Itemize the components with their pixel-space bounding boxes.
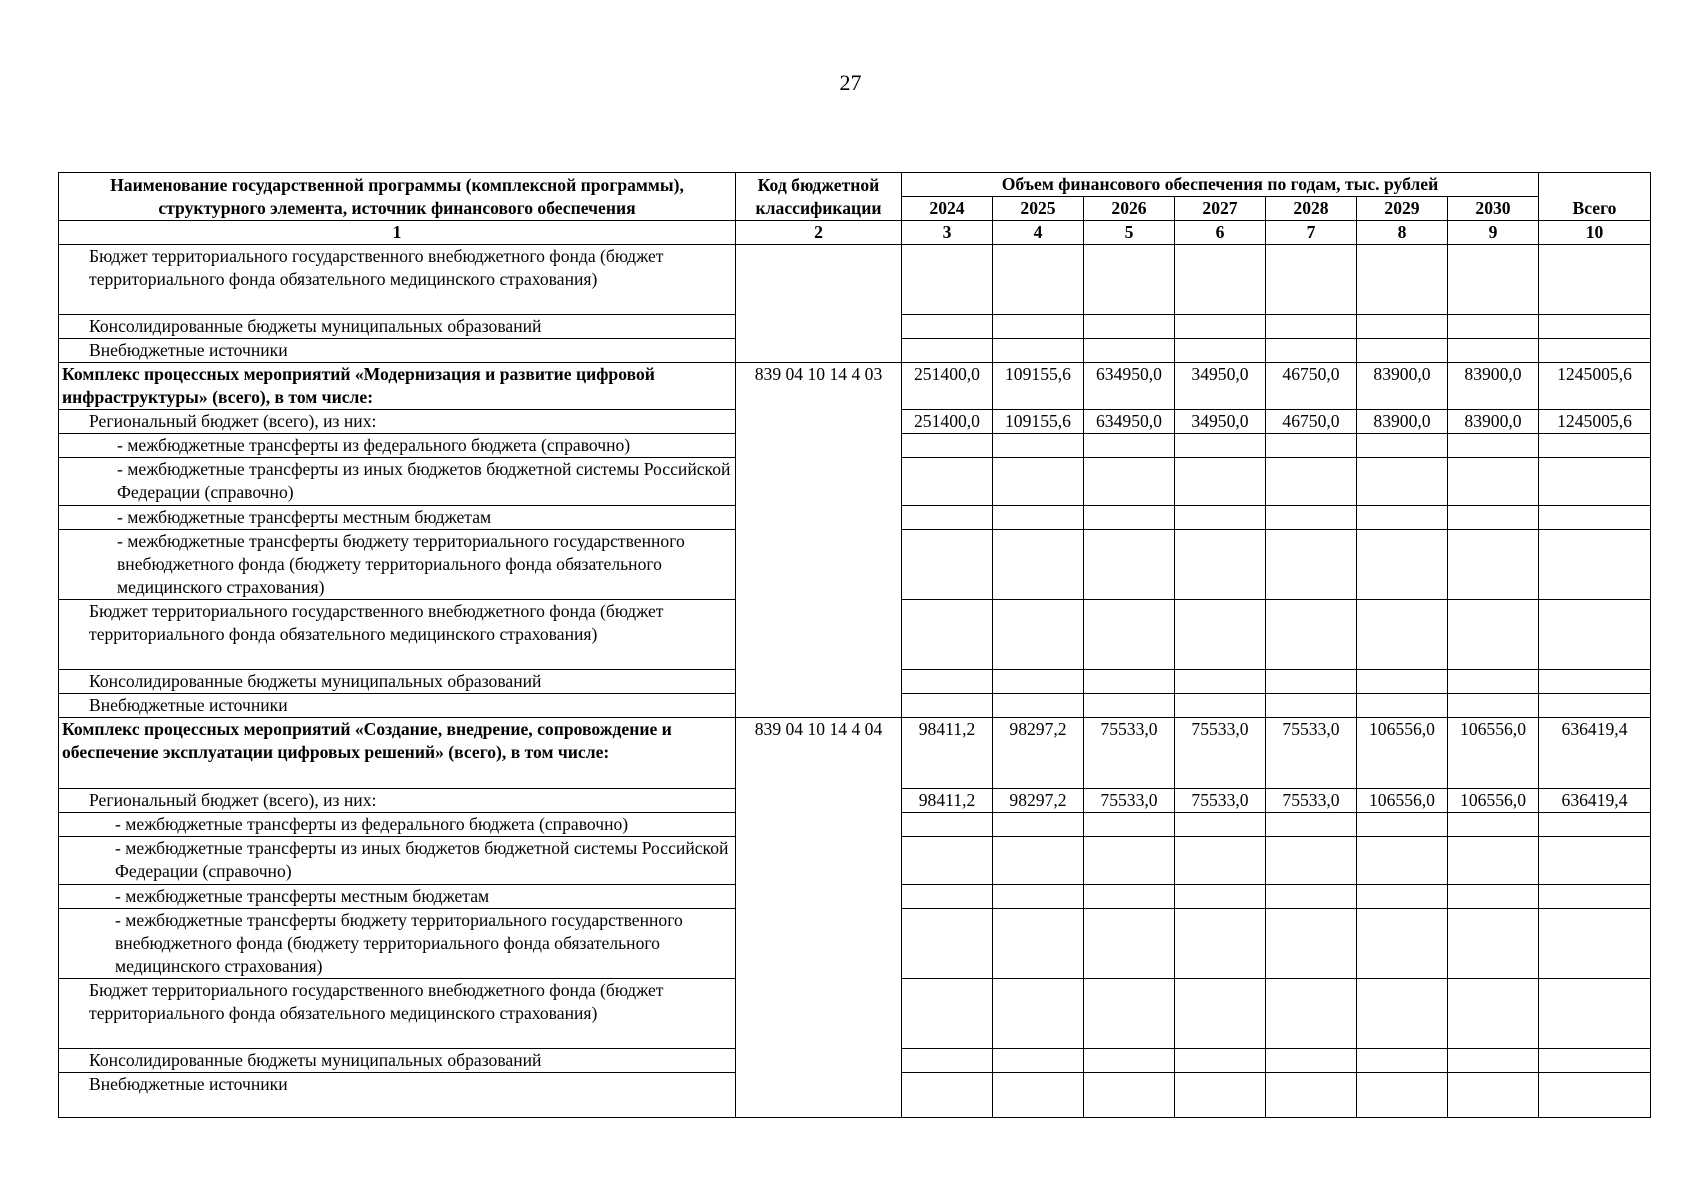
year-header: 2024 <box>902 197 993 221</box>
value-cell: 83900,0 <box>1448 363 1539 410</box>
budget-code-cell: 839 04 10 14 4 03 <box>736 363 902 718</box>
column-number: 2 <box>736 221 902 245</box>
row-label: - межбюджетные трансферты из иных бюджетов бюджетной системы Российской Федерации (справочно) <box>59 837 736 885</box>
value-cell <box>1175 315 1266 339</box>
value-cell: 75533,0 <box>1084 789 1175 813</box>
value-cell <box>1448 1049 1539 1073</box>
value-cell <box>1266 979 1357 1049</box>
total-cell <box>1539 458 1651 506</box>
value-cell <box>1266 885 1357 909</box>
value-cell <box>1448 1073 1539 1118</box>
value-cell <box>1175 670 1266 694</box>
value-cell <box>1084 339 1175 363</box>
row-label: Внебюджетные источники <box>59 1073 736 1118</box>
row-label: - межбюджетные трансферты из федерального бюджета (справочно) <box>59 813 736 837</box>
value-cell <box>1175 813 1266 837</box>
row-label: Внебюджетные источники <box>59 339 736 363</box>
value-cell <box>1448 670 1539 694</box>
value-cell <box>1175 434 1266 458</box>
value-cell <box>902 694 993 718</box>
value-cell <box>902 506 993 530</box>
header-name: Наименование государственной программы (комплексной программы), структурного элемента, источник финансового обеспечения <box>59 173 736 221</box>
value-cell <box>1448 694 1539 718</box>
row-label: - межбюджетные трансферты местным бюджетам <box>59 506 736 530</box>
value-cell <box>1357 600 1448 670</box>
row-label: - межбюджетные трансферты из федерального бюджета (справочно) <box>59 434 736 458</box>
value-cell: 75533,0 <box>1084 718 1175 789</box>
table-row <box>59 363 1651 410</box>
value-cell <box>902 670 993 694</box>
value-cell <box>1175 885 1266 909</box>
row-label: Консолидированные бюджеты муниципальных образований <box>59 315 736 339</box>
value-cell <box>1357 1073 1448 1118</box>
value-cell <box>993 458 1084 506</box>
row-label: - межбюджетные трансферты местным бюджетам <box>59 885 736 909</box>
value-cell <box>902 979 993 1049</box>
value-cell <box>1175 339 1266 363</box>
value-cell <box>1084 837 1175 885</box>
total-cell: 636419,4 <box>1539 789 1651 813</box>
budget-table <box>58 172 1651 1118</box>
total-cell <box>1539 339 1651 363</box>
value-cell <box>1084 245 1175 315</box>
year-header: 2026 <box>1084 197 1175 221</box>
value-cell <box>902 530 993 600</box>
value-cell <box>993 434 1084 458</box>
total-cell: 1245005,6 <box>1539 363 1651 410</box>
total-cell <box>1539 670 1651 694</box>
value-cell <box>1266 909 1357 979</box>
value-cell <box>993 885 1084 909</box>
value-cell: 106556,0 <box>1448 718 1539 789</box>
table-row <box>59 718 1651 789</box>
value-cell <box>1448 885 1539 909</box>
value-cell: 109155,6 <box>993 410 1084 434</box>
value-cell <box>1084 670 1175 694</box>
row-label: Комплекс процессных мероприятий «Создание, внедрение, сопровождение и обеспечение эксплуатации цифровых решений» (всего), в том числе: <box>59 718 736 789</box>
value-cell <box>1175 1073 1266 1118</box>
year-header: 2025 <box>993 197 1084 221</box>
value-cell <box>993 530 1084 600</box>
value-cell <box>1084 315 1175 339</box>
value-cell <box>1448 600 1539 670</box>
value-cell <box>1084 530 1175 600</box>
column-number: 1 <box>59 221 736 245</box>
value-cell <box>1175 837 1266 885</box>
value-cell <box>993 506 1084 530</box>
value-cell <box>1084 694 1175 718</box>
value-cell <box>902 1073 993 1118</box>
year-header: 2029 <box>1357 197 1448 221</box>
value-cell <box>1448 245 1539 315</box>
value-cell <box>902 600 993 670</box>
row-label: Региональный бюджет (всего), из них: <box>59 410 736 434</box>
value-cell <box>1357 530 1448 600</box>
value-cell <box>902 339 993 363</box>
value-cell <box>1266 315 1357 339</box>
value-cell <box>993 813 1084 837</box>
column-number: 7 <box>1266 221 1357 245</box>
row-label: Комплекс процессных мероприятий «Модернизация и развитие цифровой инфраструктуры» (всего), в том числе: <box>59 363 736 410</box>
value-cell <box>1266 458 1357 506</box>
value-cell: 75533,0 <box>1266 718 1357 789</box>
value-cell <box>1175 600 1266 670</box>
value-cell <box>902 885 993 909</box>
total-cell <box>1539 694 1651 718</box>
value-cell <box>1266 245 1357 315</box>
column-number: 5 <box>1084 221 1175 245</box>
value-cell: 634950,0 <box>1084 363 1175 410</box>
value-cell <box>1266 670 1357 694</box>
row-label: Бюджет территориального государственного внебюджетного фонда (бюджет территориального фонда обязательного медицинского страхования) <box>59 979 736 1049</box>
value-cell <box>993 315 1084 339</box>
value-cell <box>1448 506 1539 530</box>
column-number: 9 <box>1448 221 1539 245</box>
value-cell <box>1357 837 1448 885</box>
value-cell <box>1084 506 1175 530</box>
row-label: Внебюджетные источники <box>59 694 736 718</box>
value-cell <box>902 909 993 979</box>
value-cell <box>1448 458 1539 506</box>
value-cell <box>1084 600 1175 670</box>
value-cell <box>1357 909 1448 979</box>
value-cell <box>1448 434 1539 458</box>
value-cell <box>993 837 1084 885</box>
value-cell <box>902 458 993 506</box>
value-cell <box>1084 885 1175 909</box>
total-cell <box>1539 909 1651 979</box>
value-cell <box>1084 813 1175 837</box>
value-cell <box>1266 530 1357 600</box>
value-cell <box>1266 506 1357 530</box>
total-cell <box>1539 979 1651 1049</box>
value-cell <box>993 979 1084 1049</box>
value-cell <box>993 670 1084 694</box>
value-cell <box>993 245 1084 315</box>
value-cell: 109155,6 <box>993 363 1084 410</box>
value-cell: 34950,0 <box>1175 363 1266 410</box>
value-cell: 83900,0 <box>1357 410 1448 434</box>
value-cell: 98411,2 <box>902 789 993 813</box>
total-cell <box>1539 506 1651 530</box>
total-cell <box>1539 1073 1651 1118</box>
total-cell: 1245005,6 <box>1539 410 1651 434</box>
value-cell <box>1084 1049 1175 1073</box>
value-cell <box>993 1073 1084 1118</box>
value-cell <box>1175 909 1266 979</box>
value-cell <box>1448 909 1539 979</box>
value-cell <box>1357 885 1448 909</box>
value-cell <box>1357 813 1448 837</box>
row-label: Региональный бюджет (всего), из них: <box>59 789 736 813</box>
total-cell <box>1539 885 1651 909</box>
value-cell <box>1357 1049 1448 1073</box>
budget-code-cell: 839 04 10 14 4 04 <box>736 718 902 1118</box>
row-label: Бюджет территориального государственного внебюджетного фонда (бюджет территориального фонда обязательного медицинского страхования) <box>59 600 736 670</box>
value-cell <box>1357 339 1448 363</box>
value-cell <box>902 434 993 458</box>
value-cell <box>1084 434 1175 458</box>
value-cell: 98297,2 <box>993 718 1084 789</box>
value-cell <box>1357 694 1448 718</box>
value-cell: 251400,0 <box>902 410 993 434</box>
header-code: Код бюджетной классификации <box>736 173 902 221</box>
year-header: 2030 <box>1448 197 1539 221</box>
value-cell <box>1448 979 1539 1049</box>
value-cell: 106556,0 <box>1448 789 1539 813</box>
header-volume: Объем финансового обеспечения по годам, тыс. рублей <box>902 173 1539 197</box>
value-cell <box>993 909 1084 979</box>
total-cell <box>1539 315 1651 339</box>
column-number: 8 <box>1357 221 1448 245</box>
value-cell <box>1266 600 1357 670</box>
total-cell: 636419,4 <box>1539 718 1651 789</box>
value-cell <box>1266 1049 1357 1073</box>
value-cell <box>1266 694 1357 718</box>
value-cell: 83900,0 <box>1448 410 1539 434</box>
value-cell <box>1266 434 1357 458</box>
value-cell <box>1266 1073 1357 1118</box>
value-cell: 106556,0 <box>1357 718 1448 789</box>
value-cell <box>1448 315 1539 339</box>
value-cell: 98411,2 <box>902 718 993 789</box>
value-cell: 634950,0 <box>1084 410 1175 434</box>
total-cell <box>1539 837 1651 885</box>
value-cell <box>993 1049 1084 1073</box>
value-cell <box>1084 458 1175 506</box>
value-cell: 34950,0 <box>1175 410 1266 434</box>
value-cell <box>1175 1049 1266 1073</box>
value-cell: 75533,0 <box>1175 718 1266 789</box>
row-label: Консолидированные бюджеты муниципальных образований <box>59 670 736 694</box>
value-cell <box>1266 339 1357 363</box>
value-cell <box>902 1049 993 1073</box>
value-cell <box>1175 530 1266 600</box>
table-row <box>59 245 1651 315</box>
total-cell <box>1539 434 1651 458</box>
column-numbers-row <box>59 221 1651 245</box>
row-label: - межбюджетные трансферты из иных бюджетов бюджетной системы Российской Федерации (справочно) <box>59 458 736 506</box>
total-cell <box>1539 1049 1651 1073</box>
value-cell <box>1175 694 1266 718</box>
value-cell <box>1357 458 1448 506</box>
value-cell <box>1448 837 1539 885</box>
value-cell <box>902 813 993 837</box>
header-row <box>59 173 1651 197</box>
row-label: - межбюджетные трансферты бюджету территориального государственного внебюджетного фонда (бюджету территориального фонда обязательного медицинского страхования) <box>59 909 736 979</box>
page-number: 27 <box>839 70 862 95</box>
total-cell <box>1539 245 1651 315</box>
value-cell: 75533,0 <box>1175 789 1266 813</box>
value-cell <box>993 694 1084 718</box>
value-cell <box>1357 670 1448 694</box>
value-cell: 83900,0 <box>1357 363 1448 410</box>
total-cell <box>1539 600 1651 670</box>
column-number: 3 <box>902 221 993 245</box>
value-cell: 75533,0 <box>1266 789 1357 813</box>
value-cell <box>1357 506 1448 530</box>
value-cell <box>1357 434 1448 458</box>
value-cell: 46750,0 <box>1266 410 1357 434</box>
column-number: 10 <box>1539 221 1651 245</box>
value-cell <box>1266 813 1357 837</box>
value-cell: 106556,0 <box>1357 789 1448 813</box>
value-cell <box>902 315 993 339</box>
value-cell: 251400,0 <box>902 363 993 410</box>
value-cell <box>1084 909 1175 979</box>
header-total: Всего <box>1539 173 1651 221</box>
value-cell <box>1357 979 1448 1049</box>
value-cell <box>1175 979 1266 1049</box>
row-label: - межбюджетные трансферты бюджету территориального государственного внебюджетного фонда (бюджету территориального фонда обязательного медицинского страхования) <box>59 530 736 600</box>
value-cell <box>993 339 1084 363</box>
value-cell: 98297,2 <box>993 789 1084 813</box>
value-cell <box>1357 315 1448 339</box>
value-cell <box>1084 979 1175 1049</box>
value-cell <box>1175 458 1266 506</box>
value-cell <box>1448 813 1539 837</box>
row-label: Бюджет территориального государственного внебюджетного фонда (бюджет территориального фонда обязательного медицинского страхования) <box>59 245 736 315</box>
row-label: Консолидированные бюджеты муниципальных образований <box>59 1049 736 1073</box>
total-cell <box>1539 530 1651 600</box>
total-cell <box>1539 813 1651 837</box>
value-cell <box>1266 837 1357 885</box>
value-cell <box>1448 530 1539 600</box>
value-cell <box>993 600 1084 670</box>
value-cell <box>1448 339 1539 363</box>
column-number: 6 <box>1175 221 1266 245</box>
value-cell <box>1084 1073 1175 1118</box>
value-cell <box>1175 245 1266 315</box>
value-cell <box>1357 245 1448 315</box>
value-cell: 46750,0 <box>1266 363 1357 410</box>
value-cell <box>1175 506 1266 530</box>
value-cell <box>902 837 993 885</box>
year-header: 2027 <box>1175 197 1266 221</box>
budget-code-cell <box>736 245 902 363</box>
column-number: 4 <box>993 221 1084 245</box>
year-header: 2028 <box>1266 197 1357 221</box>
value-cell <box>902 245 993 315</box>
